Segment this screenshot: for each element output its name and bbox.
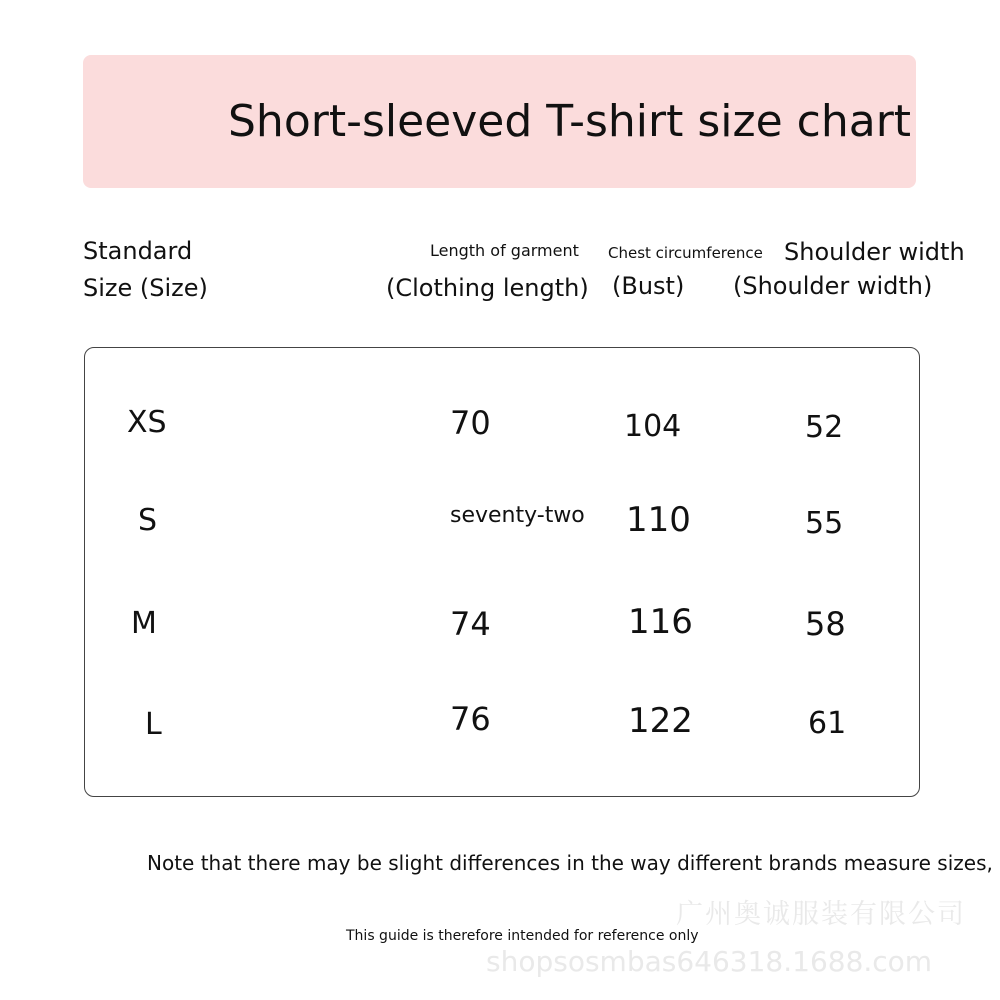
header-length-line1: Length of garment [430,241,579,260]
watermark-company: 广州奥诚服装有限公司 [676,899,966,930]
cell-chest-m: 116 [628,602,693,642]
cell-size-xs: XS [127,405,167,440]
reference-guide-note: This guide is therefore intended for reference only [346,928,699,944]
cell-size-m: M [131,606,157,641]
cell-length-m: 74 [450,605,491,643]
cell-chest-xs: 104 [624,409,682,444]
cell-length-s: seventy-two [450,503,585,528]
header-length-line2: (Clothing length) [386,274,589,302]
cell-shoulder-m: 58 [805,605,846,643]
header-shoulder-line2: (Shoulder width) [733,272,933,300]
watermark-shop: shopsosmbas646318.1688.com [486,945,933,978]
cell-shoulder-s: 55 [805,506,844,541]
header-size-line2: Size (Size) [83,274,208,302]
header-chest-line2: (Bust) [612,272,685,300]
size-table [84,347,920,797]
cell-chest-l: 122 [628,701,693,741]
measurement-note: Note that there may be slight differences in the way different brands measure sizes, [147,851,993,875]
header-shoulder-line1: Shoulder width [784,238,965,266]
header-size-line1: Standard [83,237,193,265]
header-chest-line1: Chest circumference [608,244,763,262]
cell-chest-s: 110 [626,500,691,540]
cell-length-l: 76 [450,700,491,738]
cell-size-s: S [138,503,158,538]
cell-shoulder-l: 61 [808,706,847,741]
page-title: Short-sleeved T-shirt size chart [228,96,912,147]
cell-size-l: L [145,707,162,742]
cell-length-xs: 70 [450,404,491,442]
cell-shoulder-xs: 52 [805,410,844,445]
